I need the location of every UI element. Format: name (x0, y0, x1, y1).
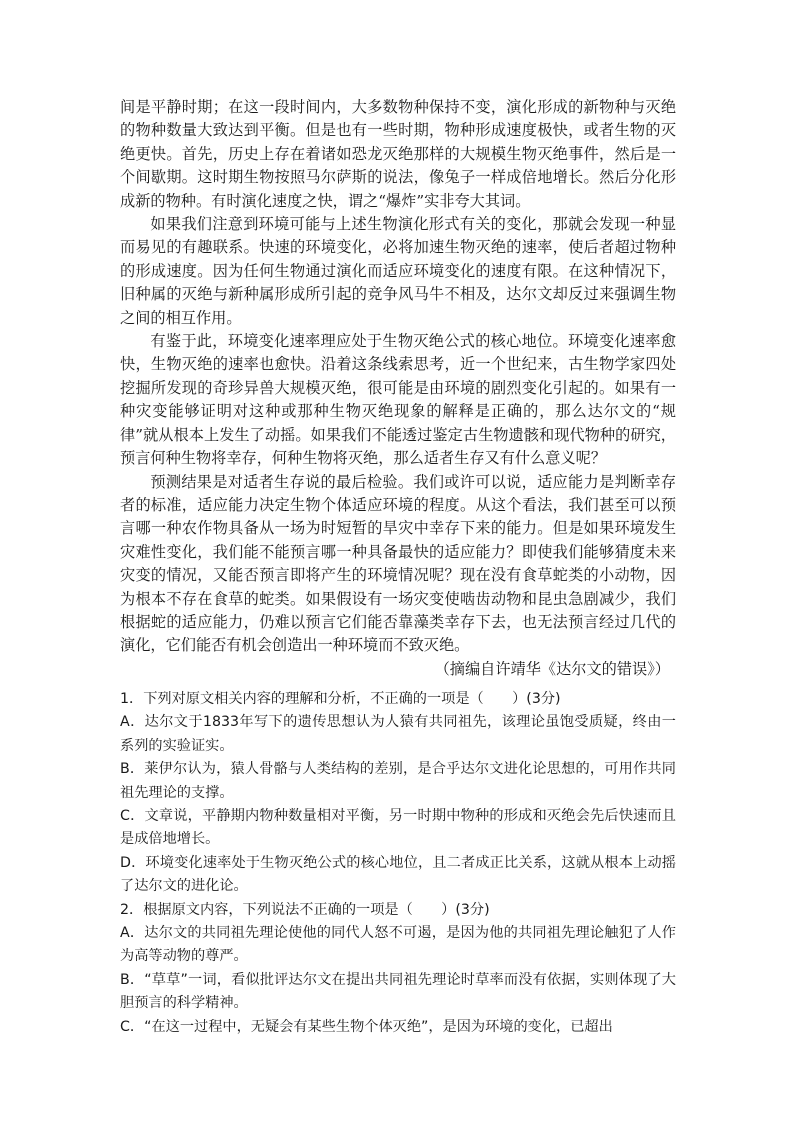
passage-paragraph: 预测结果是对适者生存说的最后检验。我们或许可以说，适应能力是判断幸存者的标准，适应能力决定生物个体适应环境的程度。从这个看法，我们甚至可以预言哪一种农作物具备从一场为时短暂的旱灾中幸存下来的能力。但是如果环境发生灾难性变化，我们能不能预言哪一种具备最快的适应能力？即使我们能够猜度未来灾变的情况，又能否预言即将产生的环境情况呢？现在没有食草蛇类的小动物，因为根本不存在食草的蛇类。如果假设有一场灾变使啮齿动物和昆虫急剧减少，我们根据蛇的适应能力，仍难以预言它们能否靠藻类幸存下去，也无法预言经过几代的演化，它们能否有机会创造出一种环境而不致灭绝。 (120, 472, 676, 655)
reading-passage (120, 96, 676, 681)
passage-paragraph: 如果我们注意到环境可能与上述生物演化形式有关的变化，那就会发现一种显而易见的有趣联系。快速的环境变化，必将加速生物灭绝的速率，使后者超过物种的形成速度。因为任何生物通过演化而适应环境变化的速度有限。在这种情况下，旧种属的灭绝与新种属形成所引起的竞争风马牛不相及，达尔文却反过来强调生物之间的相互作用。 (120, 215, 676, 327)
question-option: C．“在这一过程中，无疑会有某些生物个体灭绝”，是因为环境的变化，已超出 (120, 1018, 613, 1035)
question-stem: 2．根据原文内容，下列说法不正确的一项是（ ）(3分) (120, 901, 490, 918)
question-option: C．文章说，平静期内物种数量相对平衡，另一时期中物种的形成和灭绝会先后快速而且是成倍地增长。 (120, 808, 676, 848)
passage-paragraph: 有鉴于此，环境变化速率理应处于生物灭绝公式的核心地位。环境变化速率愈快，生物灭绝的速率也愈快。沿着这条线索思考，近一个世纪来，古生物学家四处挖掘所发现的奇珍异兽大规模灭绝，很可能是由环境的剧烈变化引起的。如果有一种灾变能够证明对这种或那种生物灭绝现象的解释是正确的，那么达尔文的“规律”就从根本上发生了动摇。如果我们不能透过鉴定古生物遗骸和现代物种的研究，预言何种生物将幸存，何种生物将灭绝，那么适者生存又有什么意义呢？ (120, 332, 676, 468)
question-section (120, 688, 676, 1039)
question-option: B．“草草”一词，看似批评达尔文在提出共同祖先理论时草率而没有依据，实则体现了大胆预言的科学精神。 (120, 971, 676, 1012)
question-option: A．达尔文于1833年写下的遗传思想认为人猿有共同祖先，该理论虽饱受质疑，终由一系列的实验证实。 (120, 714, 676, 754)
passage-source: （摘编自许靖华《达尔文的错误》） (434, 659, 670, 678)
question-option: B．莱伊尔认为，猿人骨骼与人类结构的差别，是合乎达尔文进化论思想的，可用作共同祖先理论的支撑。 (120, 761, 676, 801)
question-option: A．达尔文的共同祖先理论使他的同代人怒不可遏，是因为他的共同祖先理论触犯了人作为高等动物的尊严。 (120, 925, 676, 965)
question-option: D．环境变化速率处于生物灭绝公式的核心地位，且二者成正比关系，这就从根本上动摇了达尔文的进化论。 (120, 854, 676, 895)
question-stem: 1．下列对原文相关内容的理解和分析，不正确的一项是（ ）(3分) (120, 691, 561, 707)
passage-paragraph: 间是平静时期；在这一段时间内，大多数物种保持不变，演化形成的新物种与灭绝的物种数量大致达到平衡。但是也有一些时期，物种形成速度极快，或者生物的灭绝更快。首先，历史上存在着诸如恐龙灭绝那样的大规模生物灭绝事件，然后是一个间歇期。这时期生物按照马尔萨斯的说法，像兔子一样成倍地增长。然后分化形成新的物种。有时演化速度之快，谓之“爆炸”实非夸大其词。 (120, 98, 676, 210)
